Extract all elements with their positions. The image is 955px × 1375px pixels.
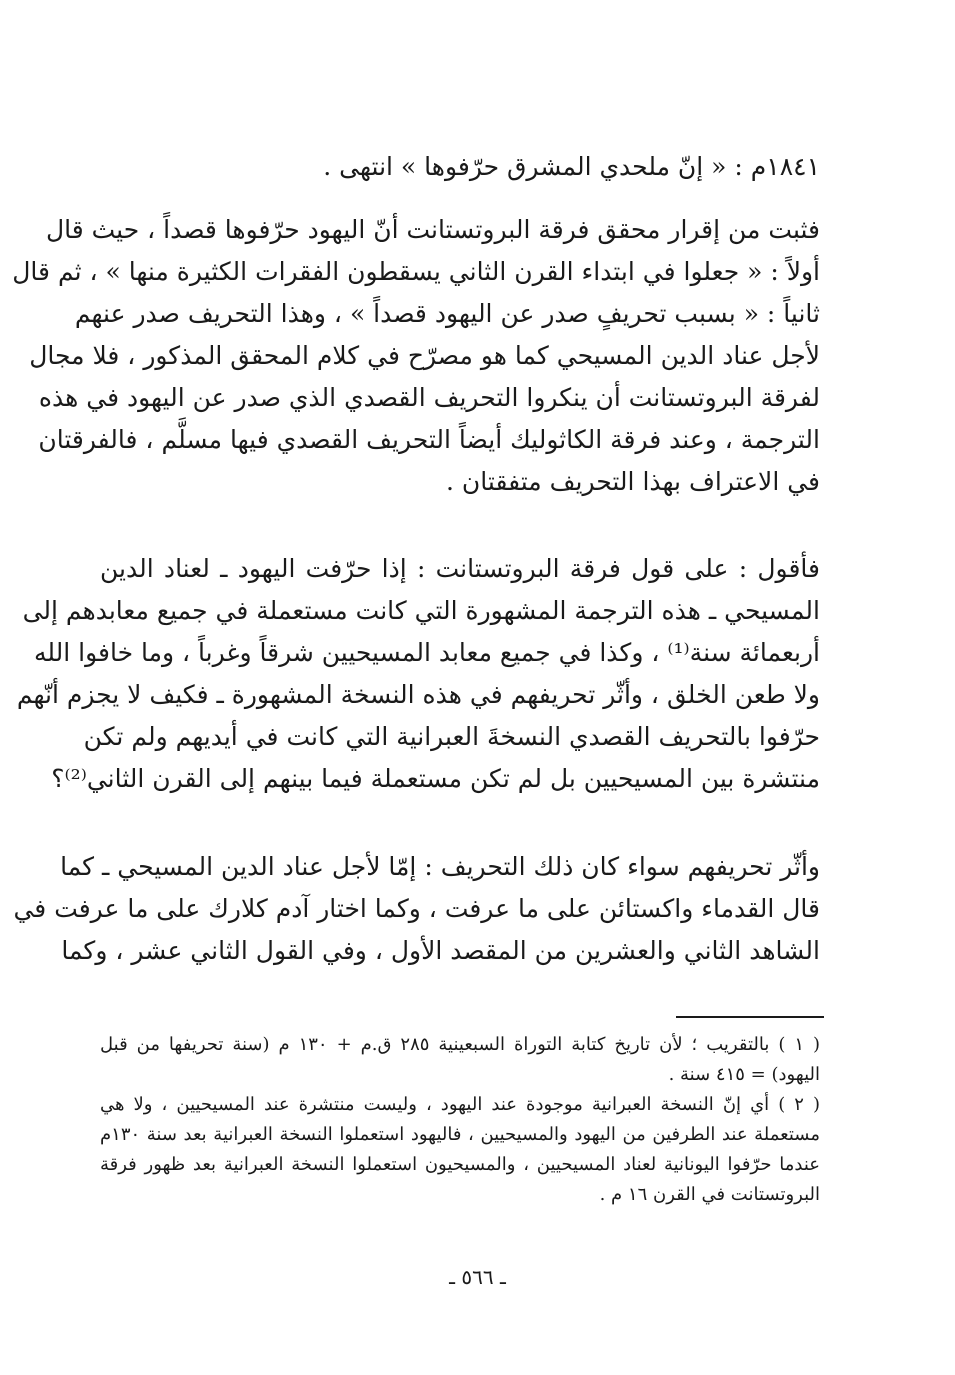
footnote-separator bbox=[676, 1016, 824, 1018]
text-line: ١٨٤١م : « إنّ ملحدي المشرق حرّفوها » انتهى . bbox=[323, 152, 820, 181]
text-line: أولاً : « جعلوا في ابتداء القرن الثاني يسقطون الفقرات الكثيرة منها » ، ثم قال bbox=[12, 257, 820, 286]
footnote-line: مستعملة عند الطرفين من اليهود والمسيحيين ، فاليهود استعملوا النسخة العبرانية بعد سنة ١٣٠م bbox=[100, 1124, 820, 1145]
footnote-line: عندما حرّفوا اليونانية لعناد المسيحيين ، والمسيحيون استعملوا النسخة العبرانية بعد ظهور فرقة bbox=[100, 1154, 820, 1175]
paragraph-2 bbox=[12, 209, 820, 503]
text-line: منتشرة بين المسيحيين بل لم تكن مستعملة فيما بينهم إلى القرن الثاني⁽²⁾؟ bbox=[51, 764, 820, 793]
footnote-line: اليهود) = ٤١٥ سنة . bbox=[668, 1064, 820, 1085]
footnote-line: ( ٢ ) أي إنّ النسخة العبرانية موجودة عند اليهود ، وليست منتشرة عند المسيحيين ، ولا هي bbox=[100, 1094, 820, 1115]
text-line: فثبت من إقرار محقق فرقة البروتستانت أنّ اليهود حرّفوها قصداً ، حيث قال bbox=[45, 215, 820, 244]
text-line: في الاعتراف بهذا التحريف متفقتان . bbox=[446, 467, 820, 496]
text-line: فأقول : على قول فرقة البروتستانت : إذا حرّفت اليهود ـ لعناد الدين bbox=[100, 554, 820, 583]
text-line: لأجل عناد الدين المسيحي كما هو مصرّح في كلام المحقق المذكور ، فلا مجال bbox=[29, 341, 820, 370]
text-line: أربعمائة سنة⁽¹⁾ ، وكذا في جميع معابد المسيحيين شرقاً وغرباً ، وما خافوا الله bbox=[33, 638, 820, 667]
text-line: ثانياً : « بسبب تحريفٍ صدر عن اليهود قصداً » ، وهذا التحريف صدر عنهم bbox=[74, 299, 820, 328]
footnote-1 bbox=[100, 1030, 820, 1090]
footnote-line: البروتستانت في القرن ١٦ م . bbox=[599, 1184, 820, 1205]
paragraph-1 bbox=[100, 146, 820, 188]
page-number: ـ ٥٦٦ ـ bbox=[449, 1265, 506, 1289]
footnote-line: ( ١ ) بالتقريب ؛ لأن تاريخ كتابة التوراة السبعينية ٢٨٥ ق.م + ١٣٠ م (سنة تحريفها من قبل bbox=[100, 1034, 820, 1055]
paragraph-4 bbox=[13, 846, 820, 972]
text-line: الترجمة ، وعند فرقة الكاثوليك أيضاً التحريف القصدي فيها مسلَّم ، فالفرقتان bbox=[38, 425, 820, 454]
text-line: ولا طعن الخلق ، وأثّر تحريفهم في هذه النسخة المشهورة ـ فكيف لا يجزم أنّهم bbox=[16, 680, 820, 709]
text-line: وأثّر تحريفهم سواء كان ذلك التحريف : إمّا لأجل عناد الدين المسيحي ـ كما bbox=[60, 852, 820, 881]
text-line: لفرقة البروتستانت أن ينكروا التحريف القصدي الذي صدر عن اليهود في هذه bbox=[38, 383, 820, 412]
text-line: حرّفوا بالتحريف القصدي النسخةَ العبرانية التي كانت في أيديهم ولم تكن bbox=[83, 722, 820, 751]
text-line: قال القدماء واكستائن على ما عرفت ، وكما اختار آدم كلارك على ما عرفت في bbox=[13, 894, 820, 923]
paragraph-3 bbox=[16, 548, 820, 800]
footnotes bbox=[100, 1030, 820, 1210]
text-line: المسيحي ـ هذه الترجمة المشهورة التي كانت مستعملة في جميع معابدهم إلى bbox=[22, 596, 820, 625]
text-line: الشاهد الثاني والعشرين من المقصد الأول ، وفي القول الثاني عشر ، وكما bbox=[61, 936, 820, 965]
footnote-2 bbox=[100, 1090, 820, 1210]
